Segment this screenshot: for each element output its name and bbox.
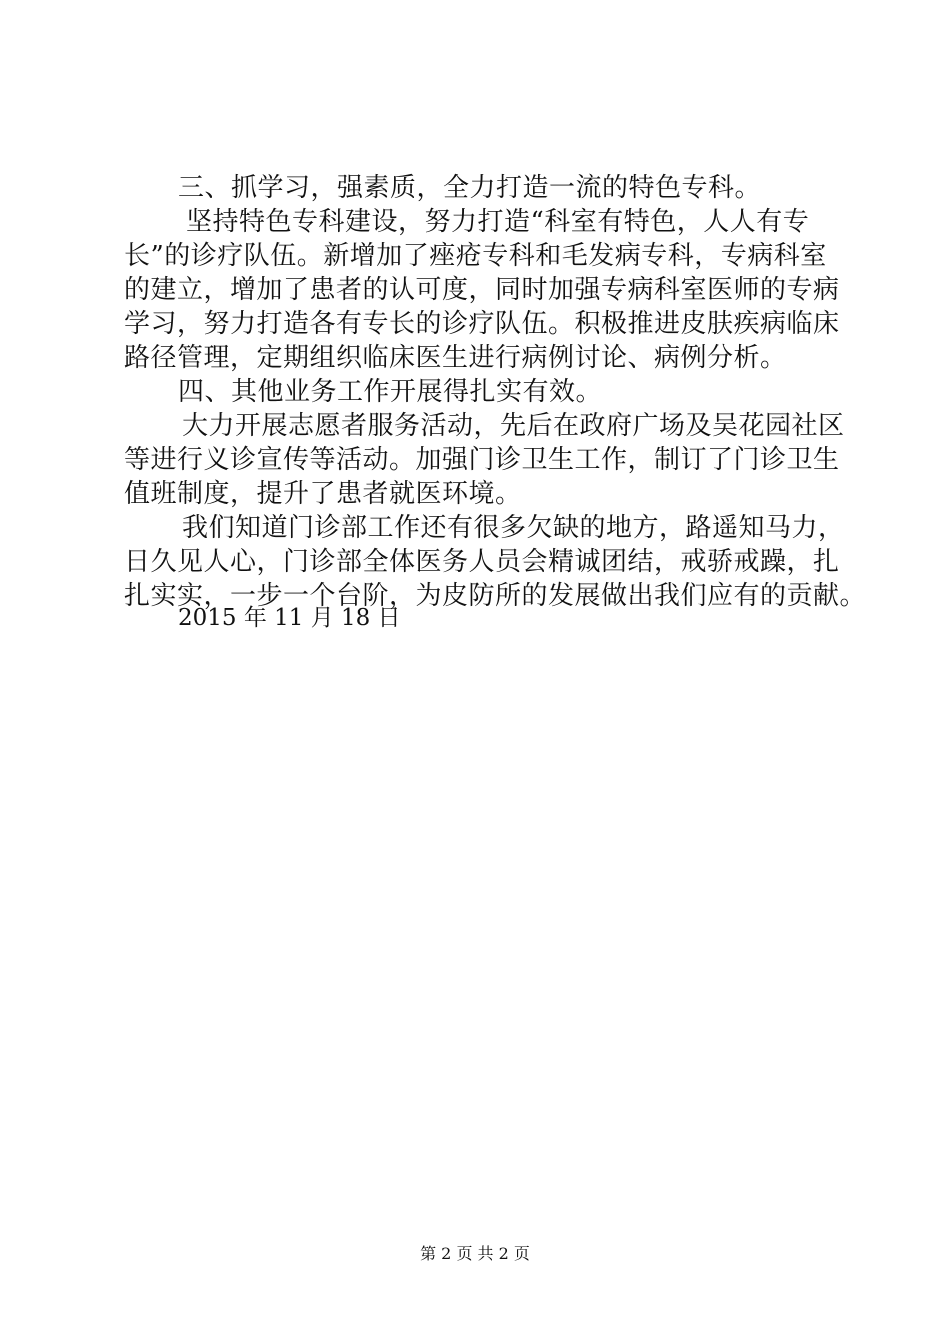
heading-section-three: 三、抓学习，强素质，全力打造一流的特色专科。 — [178, 173, 762, 203]
document-date: 2015 年 11 月 18 日 — [178, 605, 401, 631]
paragraph-line: 大力开展志愿者服务活动，先后在政府广场及吴花园社区 — [182, 411, 845, 441]
paragraph-line: 等进行义诊宣传等活动。加强门诊卫生工作，制订了门诊卫生 — [124, 445, 840, 475]
paragraph-line: 我们知道门诊部工作还有很多欠缺的地方，路遥知马力， — [182, 513, 845, 543]
paragraph-line: 的建立，增加了患者的认可度，同时加强专病科室医师的专病 — [124, 275, 840, 305]
page-footer: 第 2 页 共 2 页 — [420, 1244, 530, 1263]
paragraph-line: 坚持特色专科建设，努力打造“科室有特色，人人有专 — [186, 207, 810, 237]
paragraph-line: 日久见人心，门诊部全体医务人员会精诚团结，戒骄戒躁，扎 — [124, 547, 840, 577]
paragraph-line: 长”的诊疗队伍。新增加了痤疮专科和毛发病专科，专病科室 — [124, 241, 827, 271]
paragraph-line: 值班制度，提升了患者就医环境。 — [124, 479, 522, 509]
paragraph-line: 路径管理，定期组织临床医生进行病例讨论、病例分析。 — [124, 343, 787, 373]
heading-section-four: 四、其他业务工作开展得扎实有效。 — [178, 377, 603, 407]
paragraph-line: 扎实实，一步一个台阶，为皮防所的发展做出我们应有的贡献。 — [124, 581, 867, 611]
paragraph-line: 学习，努力打造各有专长的诊疗队伍。积极推进皮肤疾病临床 — [124, 309, 840, 339]
